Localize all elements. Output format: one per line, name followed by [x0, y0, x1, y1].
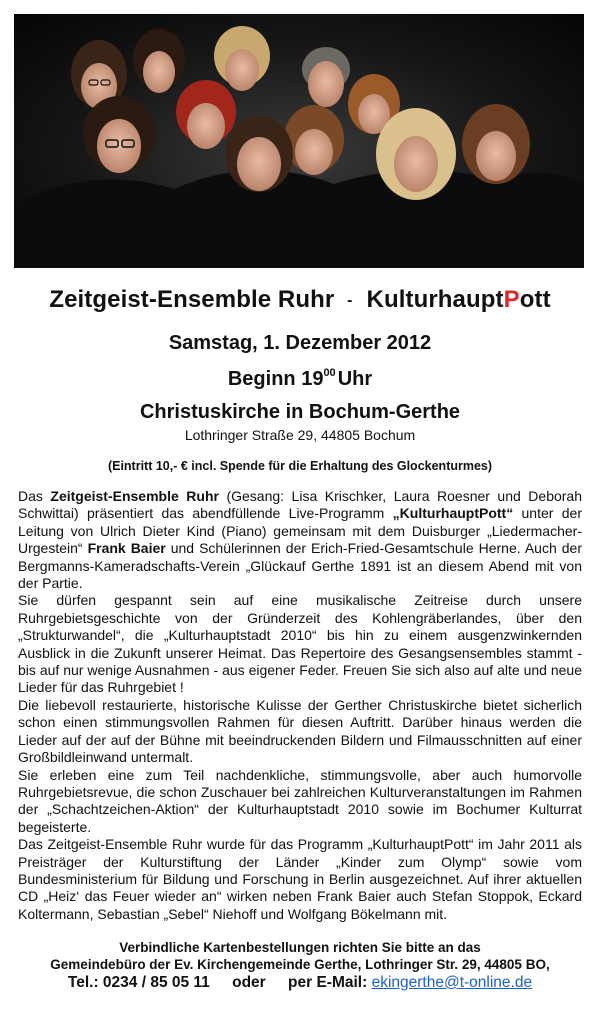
headline-separator: - — [347, 292, 353, 309]
body-paragraph-4: Sie erleben eine zum Teil nachdenkliche, stimmungsvolle, aber auch humorvolle Ruhrgebietsrevue, die schon Zuschauer bei zahlreichen Kulturveranstaltungen im Rahmen der „Schachtzeichen-Aktion“ der Kulturhauptstadt 2010 sowie im Bochumer Kulturrat begeisterte. — [18, 766, 582, 835]
headline-ensemble: Zeitgeist-Ensemble Ruhr — [49, 286, 335, 313]
headline-program-suffix: ott — [519, 286, 551, 313]
headline-program — [367, 286, 551, 313]
headline — [0, 286, 600, 314]
headline-program-accent: P — [503, 286, 520, 313]
email-label: per E-Mail: — [288, 974, 368, 991]
event-time-suffix: Uhr — [337, 368, 373, 390]
event-address: Lothringer Straße 29, 44805 Bochum — [184, 427, 416, 443]
footer-office-address: Gemeindebüro der Ev. Kirchengemeinde Gerthe, Lothringer Str. 29, 44805 BO, — [50, 957, 550, 972]
text-run: (Gesang: Lisa Krischker, Laura Roesner und Deborah Schwittai) präsentiert das abendfüllende Live-Programm — [18, 488, 582, 522]
event-date: Samstag, 1. Dezember 2012 — [168, 332, 432, 354]
text-run-bold: „KulturhauptPott“ — [392, 505, 514, 522]
ensemble-group-photo — [14, 14, 584, 268]
text-run-bold: Zeitgeist-Ensemble Ruhr — [50, 488, 219, 504]
event-venue: Christuskirche in Bochum-Gerthe — [139, 401, 461, 423]
body-paragraph-5: Das Zeitgeist-Ensemble Ruhr wurde für das Programm „KulturhauptPott“ im Jahr 2011 als Preisträger der Kulturstiftung der Länder „Kinder zum Olymp“ sowie vom Bundesministerium für Bildung und Forschung in Berlin ausgezeichnet. Auf ihrer aktuellen CD „Heiz‘ das Feuer wieder an“ wirken neben Frank Baier auch Stefan Stoppok, Eckard Koltermann, Sebastian „Sebel“ Niehoff und Wolfgang Bökelmann mit. — [18, 836, 582, 922]
tel-label: Tel.: — [67, 974, 99, 991]
text-run: und Schülerinnen der Erich-Fried-Gesamtschule Herne. Auch der Bergmanns-Kameradschafts-Verein „Glückauf Gerthe 1891 ist an diesem Abend mit von der Partie. — [18, 540, 582, 592]
ensemble-group-photo-icon — [14, 14, 584, 268]
email-link[interactable]: ekingerthe@t-online.de — [371, 974, 533, 991]
footer-contact — [0, 974, 600, 992]
text-run: unter der Leitung von Ulrich Dieter Kind (Piano) gemeinsam mit dem Duisburger „Liedermacher-Urgestein“ — [18, 505, 582, 557]
text-run: Das — [18, 488, 51, 504]
tel-number[interactable]: 0234 / 85 05 11 — [102, 974, 210, 991]
event-time-minutes: 00 — [323, 367, 336, 379]
event-time — [0, 367, 600, 391]
body-paragraph-2: Sie dürfen gespannt sein auf eine musikalische Zeitreise durch unsere Ruhrgebietsgeschichte von der Gründerzeit des Kohlengräberlandes, über den „Strukturwandel“, die „Kulturhauptstadt 2010“ bis hin zu einem ausgenzwinkernden Ausblick in die Zukunft unserer Heimat. Das Repertoire des Gesangsensembles stammt - bis auf nur wenige Ausnahmen - aus eigener Feder. Freuen Sie sich also auf alte und neue Lieder für das Ruhrgebiet ! — [18, 592, 582, 696]
headline-program-prefix: Kulturhaupt — [366, 286, 504, 313]
event-entry-fee: (Eintritt 10,- € incl. Spende für die Erhaltung des Glockenturmes) — [107, 459, 493, 473]
event-time-prefix: Beginn 19 — [227, 368, 324, 390]
body-paragraph-3: Die liebevoll restaurierte, historische Kulisse der Gerther Christuskirche bietet sicherlich schon einen stimmungsvollen Rahmen für diesen Auftritt. Darüber hinaus werden die Lieder auf der auf der Bühne mit beeindruckenden Bildern und Filmausschnitten auf einer Großbildleinwand untermalt. — [18, 696, 582, 766]
body-paragraph-1 — [18, 488, 582, 592]
text-run-bold: Frank Baier — [87, 540, 166, 557]
or-label: oder — [232, 974, 266, 991]
footer-order-info: Verbindliche Kartenbestellungen richten Sie bitte an das — [119, 940, 481, 955]
body-text — [18, 488, 582, 923]
